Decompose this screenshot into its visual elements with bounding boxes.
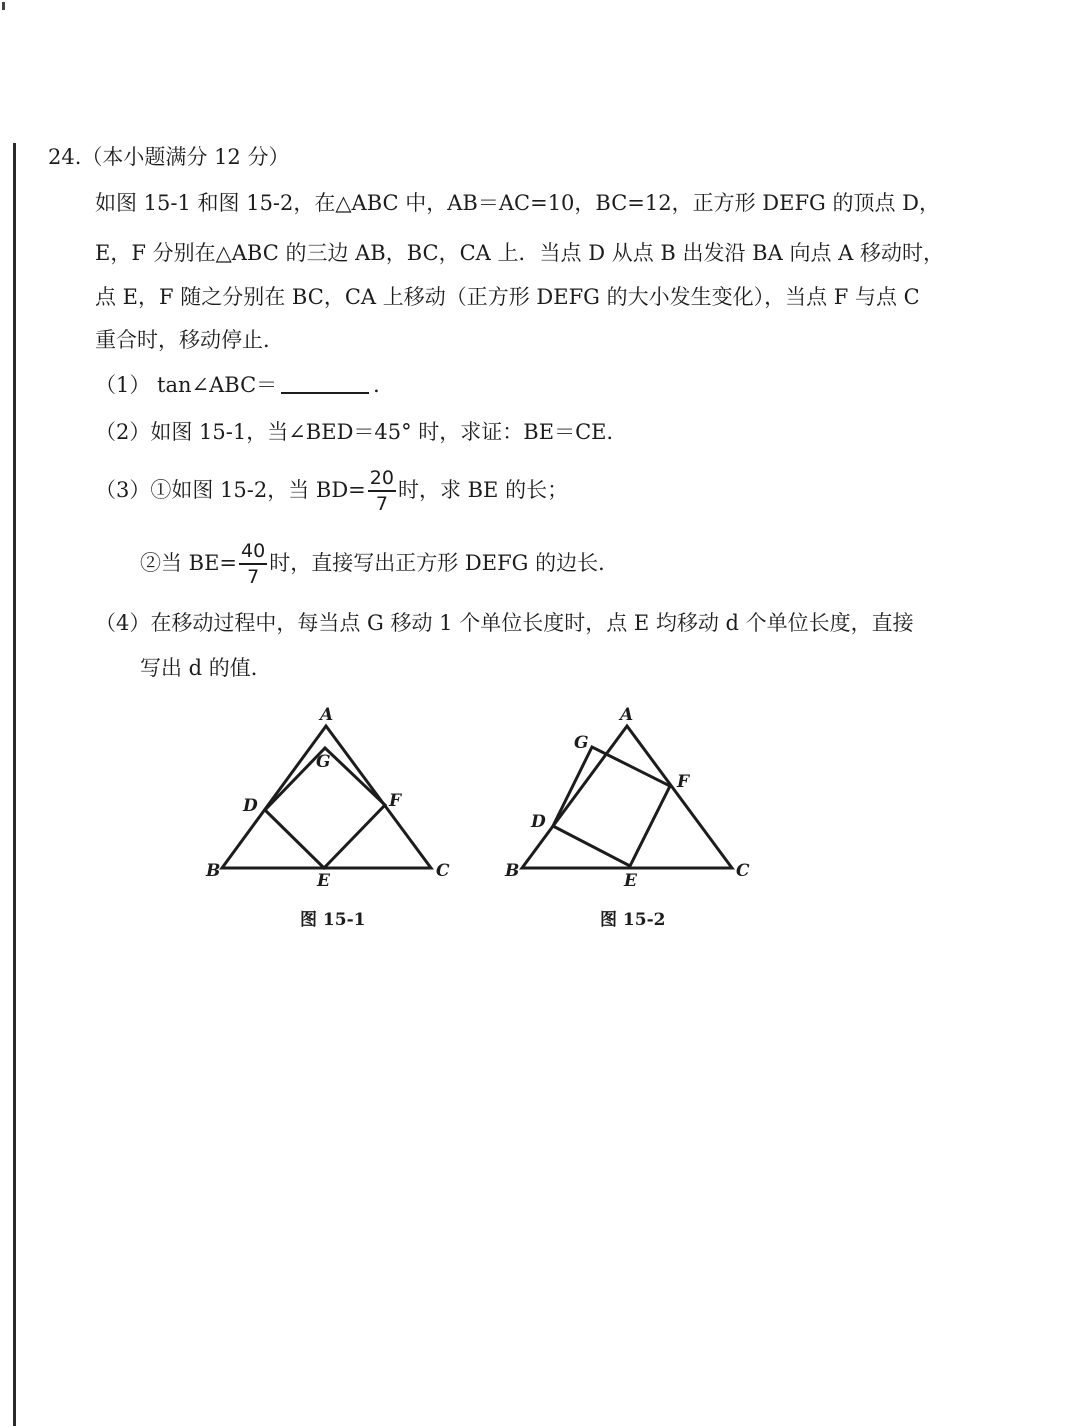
label-g: G (574, 733, 589, 753)
label-d: D (531, 812, 546, 832)
label-f: F (389, 791, 402, 811)
square-defg (553, 747, 670, 866)
triangle-abc (522, 726, 732, 868)
part-4-line-1: （4）在移动过程中，每当点 G 移动 1 个单位长度时，点 E 均移动 d 个单位长度，直接 (95, 611, 914, 635)
part-3a-suffix: 时，求 BE 的长； (397, 478, 569, 502)
caption-figure-15-2: 图 15-2 (600, 910, 666, 930)
caption-figure-15-1: 图 15-1 (300, 910, 366, 930)
part-4-line-2: 写出 d 的值． (140, 656, 272, 680)
part-3b-suffix: 时，直接写出正方形 DEFG 的边长． (269, 551, 620, 575)
figure-15-2 (504, 705, 750, 930)
figure-15-1 (205, 705, 450, 930)
label-a: A (320, 705, 334, 725)
stem-line-1: 如图 15-1 和图 15-2，在△ABC 中，AB＝AC=10，BC=12，正方形 DEFG 的顶点 D， (95, 191, 940, 215)
stem-line-3: 点 E，F 随之分别在 BC，CA 上移动（正方形 DEFG 的大小发生变化），当点 F 与点 C (95, 285, 920, 309)
label-a: A (620, 705, 634, 725)
part-3a-prefix: （3）①如图 15-2，当 BD= (95, 478, 366, 502)
part-3b-prefix: ②当 BE= (140, 551, 238, 575)
part-1-suffix: ． (373, 373, 395, 397)
label-d: D (243, 796, 258, 816)
label-b: B (505, 861, 520, 881)
label-f: F (677, 772, 690, 792)
fraction-numerator: 40 (239, 542, 267, 565)
label-g: G (316, 752, 331, 772)
label-c: C (736, 861, 750, 881)
question-number: 24.（本小题满分 12 分） (48, 145, 290, 169)
fraction-numerator: 20 (368, 469, 396, 492)
stem-line-2: E，F 分别在△ABC 的三边 AB，BC，CA 上．当点 D 从点 B 出发沿 BA 向点 A 移动时， (95, 241, 944, 265)
part-2: （2）如图 15-1，当∠BED＝45° 时，求证：BE＝CE． (95, 420, 628, 444)
label-e: E (317, 871, 330, 891)
label-b: B (206, 861, 221, 881)
fraction-denominator: 7 (247, 566, 260, 588)
label-e: E (624, 871, 637, 891)
stem-line-4: 重合时，移动停止． (95, 328, 284, 352)
fraction-denominator: 7 (375, 493, 388, 515)
label-c: C (436, 861, 450, 881)
part-1-prefix: （1） tan∠ABC＝ (95, 373, 278, 397)
